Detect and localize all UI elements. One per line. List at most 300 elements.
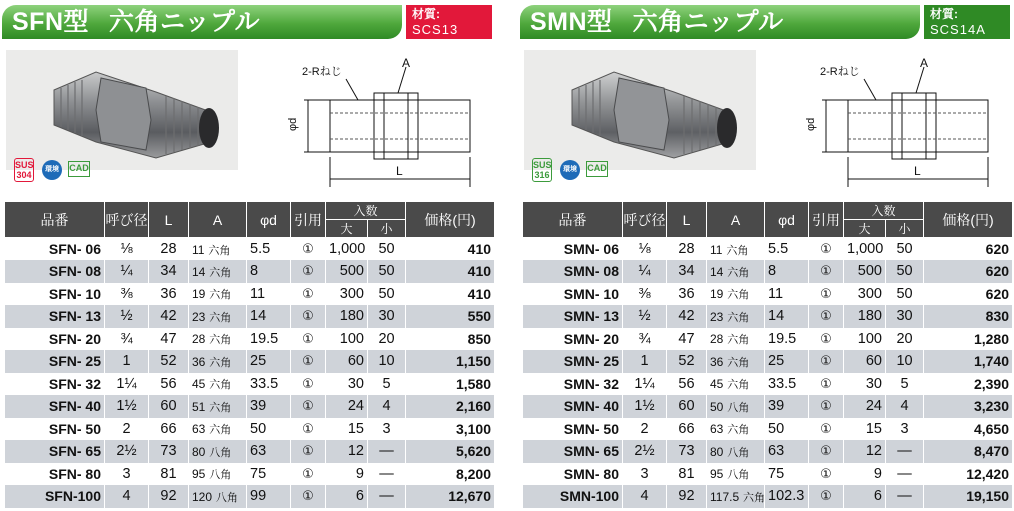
reference-mark: ① (291, 418, 326, 441)
length-value: 73 (667, 440, 707, 463)
reference-mark: ① (809, 238, 844, 261)
part-number: SFN- 65 (5, 440, 105, 463)
part-number: SMN- 10 (523, 283, 623, 306)
across-shape: 六角 (209, 379, 232, 392)
part-number: SFN- 50 (5, 418, 105, 441)
reference-mark: ① (291, 260, 326, 283)
nominal-size: 2½ (105, 440, 149, 463)
material-box (924, 5, 1010, 39)
across-value (707, 395, 765, 418)
part-number: SMN- 80 (523, 463, 623, 486)
reference-mark: ① (809, 440, 844, 463)
qty-large: 180 (326, 305, 368, 328)
thread-label: 2-Rねじ (302, 66, 342, 78)
length-value: 66 (149, 418, 189, 441)
reference-mark: ① (809, 305, 844, 328)
diameter-value: 25 (765, 350, 809, 373)
nominal-size: 1½ (105, 395, 149, 418)
table-row (523, 238, 1013, 261)
nominal-size: ⅜ (105, 283, 149, 306)
reference-mark: ① (809, 283, 844, 306)
qty-small: 20 (368, 328, 406, 351)
length-label: L (396, 164, 403, 178)
across-shape: 六角 (209, 424, 232, 437)
across-shape: 六角 (209, 311, 232, 324)
across-size: 51 (192, 399, 206, 414)
price-value: 410 (406, 283, 495, 306)
cad-icon: CAD (68, 161, 90, 177)
qty-small: 4 (886, 395, 924, 418)
qty-large: 180 (844, 305, 886, 328)
across-shape: 六角 (727, 356, 750, 369)
across-value (707, 418, 765, 441)
diameter-value: 33.5 (247, 373, 291, 396)
qty-small: 30 (368, 305, 406, 328)
qty-large: 60 (844, 350, 886, 373)
qty-large: 24 (326, 395, 368, 418)
price-value: 3,230 (924, 395, 1013, 418)
table-row (523, 463, 1013, 486)
length-value: 92 (149, 485, 189, 508)
across-size: 11 (192, 242, 205, 257)
across-value (707, 305, 765, 328)
diameter-value: 11 (247, 283, 291, 306)
length-value: 73 (149, 440, 189, 463)
across-shape: 八角 (215, 491, 238, 504)
cad-icon: CAD (586, 161, 608, 177)
qty-large: 60 (326, 350, 368, 373)
nominal-size: 2 (623, 418, 667, 441)
nominal-size: ⅜ (623, 283, 667, 306)
diameter-value: 5.5 (247, 238, 291, 261)
length-value: 47 (667, 328, 707, 351)
product-photo (524, 50, 756, 170)
across-shape: 八角 (727, 469, 750, 482)
reference-mark: ① (291, 305, 326, 328)
qty-large: 6 (844, 485, 886, 508)
col-header-small: 小 (368, 220, 406, 238)
across-shape: 六角 (209, 266, 232, 279)
reference-mark: ① (291, 395, 326, 418)
across-size: 19 (710, 287, 724, 302)
across-size: 36 (192, 354, 206, 369)
across-value (189, 328, 247, 351)
across-size: 95 (710, 467, 724, 482)
qty-small: 50 (886, 260, 924, 283)
table-row (5, 373, 495, 396)
price-value: 410 (406, 238, 495, 261)
price-value: 8,200 (406, 463, 495, 486)
nominal-size: ½ (105, 305, 149, 328)
length-value: 92 (667, 485, 707, 508)
col-header-size: 呼び径 (105, 202, 149, 238)
panel-header (2, 5, 492, 39)
length-value: 60 (149, 395, 189, 418)
across-flats-label: A (402, 56, 411, 70)
table-row (5, 418, 495, 441)
material-box (406, 5, 492, 39)
part-number: SFN- 25 (5, 350, 105, 373)
col-header-a: A (707, 202, 765, 238)
across-value (707, 283, 765, 306)
qty-large: 30 (844, 373, 886, 396)
across-size: 80 (710, 444, 724, 459)
qty-small: 10 (368, 350, 406, 373)
across-value (707, 260, 765, 283)
qty-large: 15 (844, 418, 886, 441)
across-size: 117.5 (710, 489, 740, 504)
reference-mark: ① (291, 440, 326, 463)
diameter-value: 50 (247, 418, 291, 441)
across-size: 23 (192, 309, 206, 324)
part-number: SMN- 06 (523, 238, 623, 261)
across-size: 80 (192, 444, 206, 459)
nipple-photo-illustration (6, 50, 238, 170)
part-number: SFN-100 (5, 485, 105, 508)
across-shape: 六角 (727, 311, 750, 324)
col-header-l: L (149, 202, 189, 238)
qty-small: — (368, 485, 406, 508)
part-number: SMN- 65 (523, 440, 623, 463)
across-shape: 六角 (727, 379, 750, 392)
diameter-value: 33.5 (765, 373, 809, 396)
diameter-value: 39 (247, 395, 291, 418)
col-header-d: φd (247, 202, 291, 238)
col-header-qty: 入数 (844, 202, 924, 220)
across-size: 11 (710, 242, 723, 257)
across-value (189, 395, 247, 418)
length-value: 81 (667, 463, 707, 486)
across-value (707, 238, 765, 261)
across-shape: 六角 (209, 334, 232, 347)
length-value: 42 (149, 305, 189, 328)
price-value: 12,670 (406, 485, 495, 508)
length-value: 60 (667, 395, 707, 418)
across-shape: 八角 (209, 469, 232, 482)
table-row (5, 238, 495, 261)
length-label: L (914, 164, 921, 178)
title-bar (520, 5, 920, 39)
qty-small: 20 (886, 328, 924, 351)
reference-mark: ① (291, 283, 326, 306)
product-subtitle: 六角ニップル (109, 8, 261, 36)
across-shape: 八角 (209, 446, 232, 459)
price-value: 2,390 (924, 373, 1013, 396)
reference-mark: ① (291, 350, 326, 373)
spec-table (4, 201, 495, 508)
diameter-value: 5.5 (765, 238, 809, 261)
across-size: 14 (710, 264, 724, 279)
qty-small: 50 (368, 260, 406, 283)
part-number: SFN- 32 (5, 373, 105, 396)
price-value: 620 (924, 260, 1013, 283)
part-number: SMN- 40 (523, 395, 623, 418)
qty-large: 15 (326, 418, 368, 441)
length-value: 56 (667, 373, 707, 396)
length-value: 47 (149, 328, 189, 351)
col-header-qty: 入数 (326, 202, 406, 220)
nominal-size: 3 (623, 463, 667, 486)
length-value: 42 (667, 305, 707, 328)
across-shape: 六角 (208, 244, 231, 257)
col-header-part: 品番 (523, 202, 623, 238)
across-size: 36 (710, 354, 724, 369)
eco-icon: 環境配慮 (560, 160, 580, 180)
price-value: 1,740 (924, 350, 1013, 373)
across-shape: 六角 (727, 424, 750, 437)
qty-small: — (368, 440, 406, 463)
panel-header (520, 5, 1010, 39)
part-number: SFN- 08 (5, 260, 105, 283)
price-value: 3,100 (406, 418, 495, 441)
nominal-size: ⅛ (105, 238, 149, 261)
table-row (523, 485, 1013, 508)
qty-small: 50 (368, 283, 406, 306)
diameter-value: 99 (247, 485, 291, 508)
qty-large: 1,000 (326, 238, 368, 261)
length-value: 56 (149, 373, 189, 396)
length-value: 81 (149, 463, 189, 486)
reference-mark: ① (291, 485, 326, 508)
across-value (189, 440, 247, 463)
eco-icon: 環境配慮 (42, 160, 62, 180)
part-number: SFN- 80 (5, 463, 105, 486)
title-bar (2, 5, 402, 39)
qty-small: 30 (886, 305, 924, 328)
across-size: 50 (710, 399, 724, 414)
length-value: 28 (149, 238, 189, 261)
material-label: 材質: (412, 7, 440, 21)
across-shape: 八角 (727, 446, 750, 459)
diameter-value: 14 (765, 305, 809, 328)
across-value (189, 350, 247, 373)
qty-large: 500 (844, 260, 886, 283)
across-size: 23 (710, 309, 724, 324)
qty-small: 4 (368, 395, 406, 418)
table-row (5, 440, 495, 463)
diameter-value: 8 (247, 260, 291, 283)
across-value (707, 373, 765, 396)
price-value: 1,580 (406, 373, 495, 396)
table-row (5, 305, 495, 328)
nominal-size: 3 (105, 463, 149, 486)
part-number: SMN-100 (523, 485, 623, 508)
nominal-size: 4 (623, 485, 667, 508)
across-value (189, 485, 247, 508)
model-title: SMN型 (530, 8, 613, 36)
qty-small: 5 (368, 373, 406, 396)
across-value (707, 328, 765, 351)
reference-mark: ① (809, 373, 844, 396)
diameter-value: 75 (247, 463, 291, 486)
qty-small: 3 (368, 418, 406, 441)
nominal-size: ⅛ (623, 238, 667, 261)
across-value (189, 418, 247, 441)
table-row (523, 260, 1013, 283)
part-number: SMN- 08 (523, 260, 623, 283)
price-value: 550 (406, 305, 495, 328)
qty-large: 1,000 (844, 238, 886, 261)
col-header-ref: 引用 (809, 202, 844, 238)
table-row (523, 418, 1013, 441)
material-value: SCS13 (412, 22, 459, 37)
qty-small: 50 (368, 238, 406, 261)
across-size: 28 (710, 332, 724, 347)
price-value: 1,280 (924, 328, 1013, 351)
diameter-label: φd (805, 117, 817, 131)
across-value (189, 463, 247, 486)
col-header-large: 大 (326, 220, 368, 238)
across-size: 63 (192, 422, 206, 437)
reference-mark: ① (809, 395, 844, 418)
across-value (707, 440, 765, 463)
length-value: 34 (149, 260, 189, 283)
col-header-price: 価格(円) (924, 202, 1013, 238)
qty-small: 50 (886, 238, 924, 261)
part-number: SMN- 13 (523, 305, 623, 328)
part-number: SMN- 32 (523, 373, 623, 396)
across-value (707, 463, 765, 486)
length-value: 28 (667, 238, 707, 261)
diameter-value: 63 (247, 440, 291, 463)
qty-large: 6 (326, 485, 368, 508)
reference-mark: ① (291, 373, 326, 396)
price-value: 620 (924, 238, 1013, 261)
price-value: 12,420 (924, 463, 1013, 486)
material-label: 材質: (930, 7, 958, 21)
diameter-label: φd (287, 117, 299, 131)
price-value: 620 (924, 283, 1013, 306)
across-value (189, 238, 247, 261)
qty-small: 10 (886, 350, 924, 373)
qty-large: 100 (326, 328, 368, 351)
length-value: 66 (667, 418, 707, 441)
nominal-size: ½ (623, 305, 667, 328)
nominal-size: 2 (105, 418, 149, 441)
reference-mark: ① (809, 485, 844, 508)
diameter-value: 102.3 (765, 485, 809, 508)
qty-large: 12 (844, 440, 886, 463)
diameter-value: 25 (247, 350, 291, 373)
col-header-ref: 引用 (291, 202, 326, 238)
length-value: 52 (149, 350, 189, 373)
part-number: SMN- 25 (523, 350, 623, 373)
nominal-size: ¼ (623, 260, 667, 283)
across-value (189, 305, 247, 328)
col-header-part: 品番 (5, 202, 105, 238)
across-size: 120 (192, 489, 213, 504)
product-subtitle: 六角ニップル (632, 8, 784, 36)
length-value: 36 (149, 283, 189, 306)
qty-large: 300 (844, 283, 886, 306)
across-size: 63 (710, 422, 724, 437)
part-number: SFN- 06 (5, 238, 105, 261)
diameter-value: 50 (765, 418, 809, 441)
qty-large: 30 (326, 373, 368, 396)
table-row (523, 350, 1013, 373)
col-header-d: φd (765, 202, 809, 238)
qty-large: 24 (844, 395, 886, 418)
diameter-value: 14 (247, 305, 291, 328)
across-value (707, 350, 765, 373)
qty-small: — (368, 463, 406, 486)
part-number: SFN- 10 (5, 283, 105, 306)
across-size: 19 (192, 287, 206, 302)
nominal-size: ¾ (105, 328, 149, 351)
table-row (523, 328, 1013, 351)
reference-mark: ① (809, 463, 844, 486)
price-value: 8,470 (924, 440, 1013, 463)
price-value: 830 (924, 305, 1013, 328)
nominal-size: 4 (105, 485, 149, 508)
qty-small: 50 (886, 283, 924, 306)
qty-large: 300 (326, 283, 368, 306)
table-row (523, 440, 1013, 463)
part-number: SMN- 20 (523, 328, 623, 351)
length-value: 36 (667, 283, 707, 306)
qty-small: — (886, 463, 924, 486)
across-value (189, 260, 247, 283)
table-row (523, 305, 1013, 328)
length-value: 52 (667, 350, 707, 373)
across-value (189, 283, 247, 306)
qty-large: 100 (844, 328, 886, 351)
table-row (5, 463, 495, 486)
across-shape: 六角 (209, 289, 232, 302)
table-row (523, 373, 1013, 396)
panel-smn (518, 0, 1014, 511)
price-value: 5,620 (406, 440, 495, 463)
nominal-size: 2½ (623, 440, 667, 463)
across-size: 45 (710, 377, 724, 392)
price-value: 4,650 (924, 418, 1013, 441)
across-shape: 六角 (727, 289, 750, 302)
table-row (5, 350, 495, 373)
qty-large: 12 (326, 440, 368, 463)
sus-material-icon: SUS 304 (15, 160, 34, 180)
across-shape: 六角 (727, 266, 750, 279)
across-shape: 六角 (209, 401, 232, 414)
sus-material-icon: SUS 316 (533, 160, 552, 180)
qty-small: 5 (886, 373, 924, 396)
table-row (5, 283, 495, 306)
col-header-l: L (667, 202, 707, 238)
reference-mark: ① (809, 350, 844, 373)
col-header-a: A (189, 202, 247, 238)
diameter-value: 75 (765, 463, 809, 486)
qty-large: 500 (326, 260, 368, 283)
nominal-size: 1 (623, 350, 667, 373)
part-number: SFN- 13 (5, 305, 105, 328)
part-number: SMN- 50 (523, 418, 623, 441)
product-photo (6, 50, 238, 170)
table-row (5, 260, 495, 283)
table-row (5, 485, 495, 508)
nominal-size: ¾ (623, 328, 667, 351)
across-value (707, 485, 765, 508)
nominal-size: ¼ (105, 260, 149, 283)
reference-mark: ① (809, 328, 844, 351)
across-shape: 六角 (726, 244, 749, 257)
col-header-price: 価格(円) (406, 202, 495, 238)
across-shape: 八角 (727, 401, 750, 414)
col-header-size: 呼び径 (623, 202, 667, 238)
nominal-size: 1½ (623, 395, 667, 418)
qty-large: 9 (326, 463, 368, 486)
diameter-value: 39 (765, 395, 809, 418)
across-value (189, 373, 247, 396)
price-value: 410 (406, 260, 495, 283)
